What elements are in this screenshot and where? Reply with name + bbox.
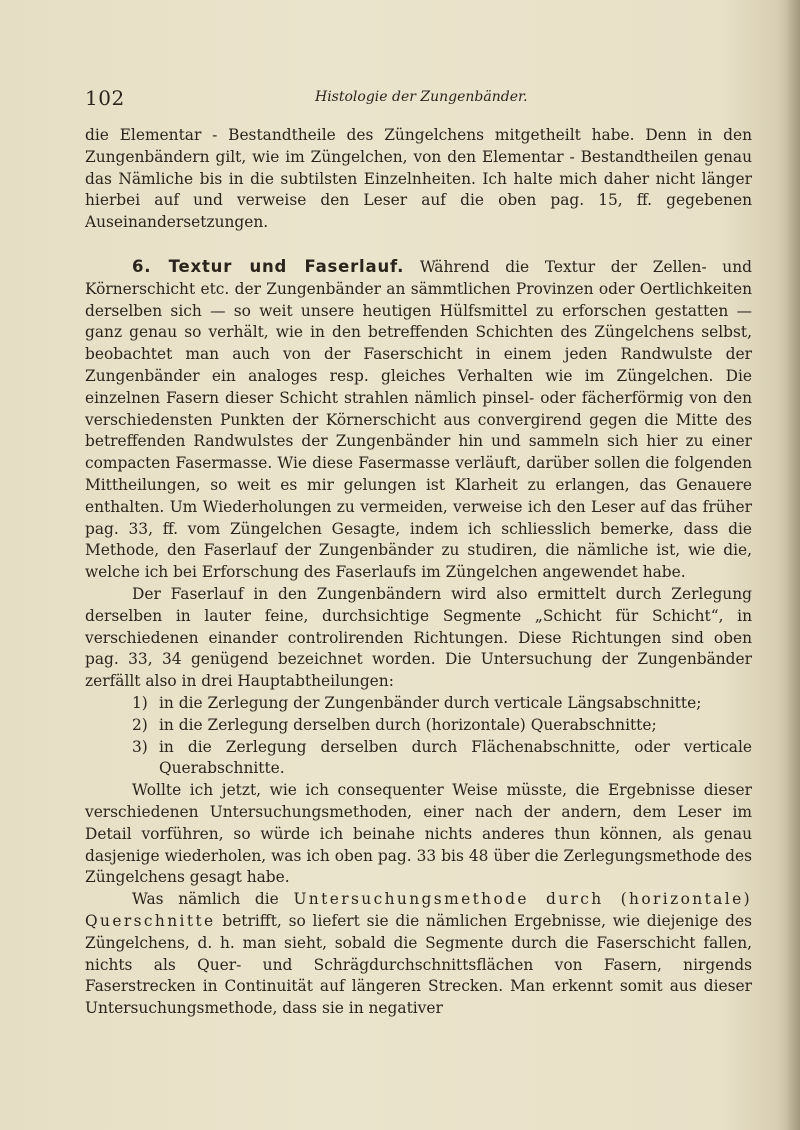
section-heading: 6. Textur und Faserlauf. xyxy=(132,257,405,276)
paragraph-text: Was nämlich die xyxy=(132,890,294,909)
paragraph-section-intro xyxy=(85,256,752,584)
list-item xyxy=(85,715,752,737)
page-number: 102 xyxy=(85,86,125,110)
paragraph xyxy=(85,889,752,1020)
paragraph-continuation: die Elementar - Bestandtheile des Züngelchens mitgetheilt habe. Denn in den Zungenbändern gilt, wie im Züngelchen, von den Elementar - Bestandtheilen genau das Nämliche bis in die subtilsten Einzelnheiten. Ich halte mich daher nicht länger hierbei auf und verweise den Leser auf die oben pag. 15, ff. gegebenen Auseinandersetzungen. xyxy=(85,126,752,232)
page-header xyxy=(85,84,753,114)
list-item-number: 1) xyxy=(132,693,148,712)
list-item-text: in die Zerlegung der Zungenbänder durch verticale Längsabschnitte; xyxy=(159,693,702,712)
numbered-list xyxy=(85,693,752,780)
paragraph-text: Während die Textur der Zellen- und Körnerschicht etc. der Zungenbänder an sämmtlichen Provinzen oder Oertlichkeiten derselben sich — so weit unsere heutigen Hülfsmittel zu erforschen gestatten — ganz genau so verhält, wie in den betreffenden Schichten des Züngelchens selbst, beobachtet man auch von der Faserschicht in einem jeden Randwulste der Zungenbänder ein analoges resp. gleiches Verhalten wie im Züngelchen. Die einzelnen Fasern dieser Schicht strahlen nämlich pinsel- oder fächerförmig von den verschiedensten Punkten der Körnerschicht aus convergirend gegen die Mitte des betreffenden Randwulstes der Zungenbänder hin und sammeln sich hier zu einer compacten Fasermasse. Wie diese Fasermasse verläuft, darüber sollen die folgenden Mittheilungen, so weit es mir gelungen ist Klarheit zu erlangen, das Genauere enthalten. Um Wiederholungen zu vermeiden, verweise ich den Leser auf das früher pag. 33, ff. vom Züngelchen Gesagte, indem ich schliesslich bemerke, dass die Methode, den Faserlauf der Zungenbänder zu studiren, die nämliche ist, wie die, welche ich bei Erforschung des Faserlaufs im Züngelchen angewendet habe. xyxy=(85,258,752,582)
paragraph-text: betrifft, so liefert sie die nämlichen Ergebnisse, wie diejenige des Züngelchens, d. h. man sieht, sobald die Segmente durch die Faserschicht fallen, nichts als Quer- und Schrägdurchschnittsflächen von Fasern, nirgends Faserstrecken in Continuität auf längeren Strecken. Man erkennt somit aus dieser Untersuchungsmethode, dass sie in negativer xyxy=(85,911,752,1018)
paragraph: Wollte ich jetzt, wie ich consequenter Weise müsste, die Ergebnisse dieser verschiedenen Untersuchungsmethoden, einer nach der andern, dem Leser im Detail vorführen, so würde ich beinahe nichts anderes thun können, als genau dasjenige wiederholen, was ich oben pag. 33 bis 48 über die Zerlegungsmethode des Züngelchens gesagt habe. xyxy=(85,781,752,887)
page-edge-shadow xyxy=(786,0,800,1130)
list-item-number: 3) xyxy=(132,737,148,756)
emphasized-text: Untersuchungsmethode durch (horizontale) Querschnitte xyxy=(85,890,752,930)
list-item xyxy=(85,693,752,715)
list-item-number: 2) xyxy=(132,715,148,734)
body-text-section-6 xyxy=(85,256,752,1020)
running-title: Histologie der Zungenbänder. xyxy=(315,89,528,105)
list-item-text: in die Zerlegung derselben durch Flächenabschnitte, oder verticale Querabschnitte. xyxy=(159,737,752,778)
paragraph: Der Faserlauf in den Zungenbändern wird also ermittelt durch Zerlegung derselben in lauter feine, durchsichtige Segmente „Schicht für Schicht“, in verschiedenen einander controlirenden Richtungen. Diese Richtungen sind oben pag. 33, 34 genügend bezeichnet worden. Die Untersuchung der Zungenbänder zerfällt also in drei Hauptabtheilungen: xyxy=(85,584,752,691)
body-text-top xyxy=(85,125,752,234)
list-item xyxy=(85,737,752,781)
list-item-text: in die Zerlegung derselben durch (horizontale) Querabschnitte; xyxy=(159,715,657,734)
